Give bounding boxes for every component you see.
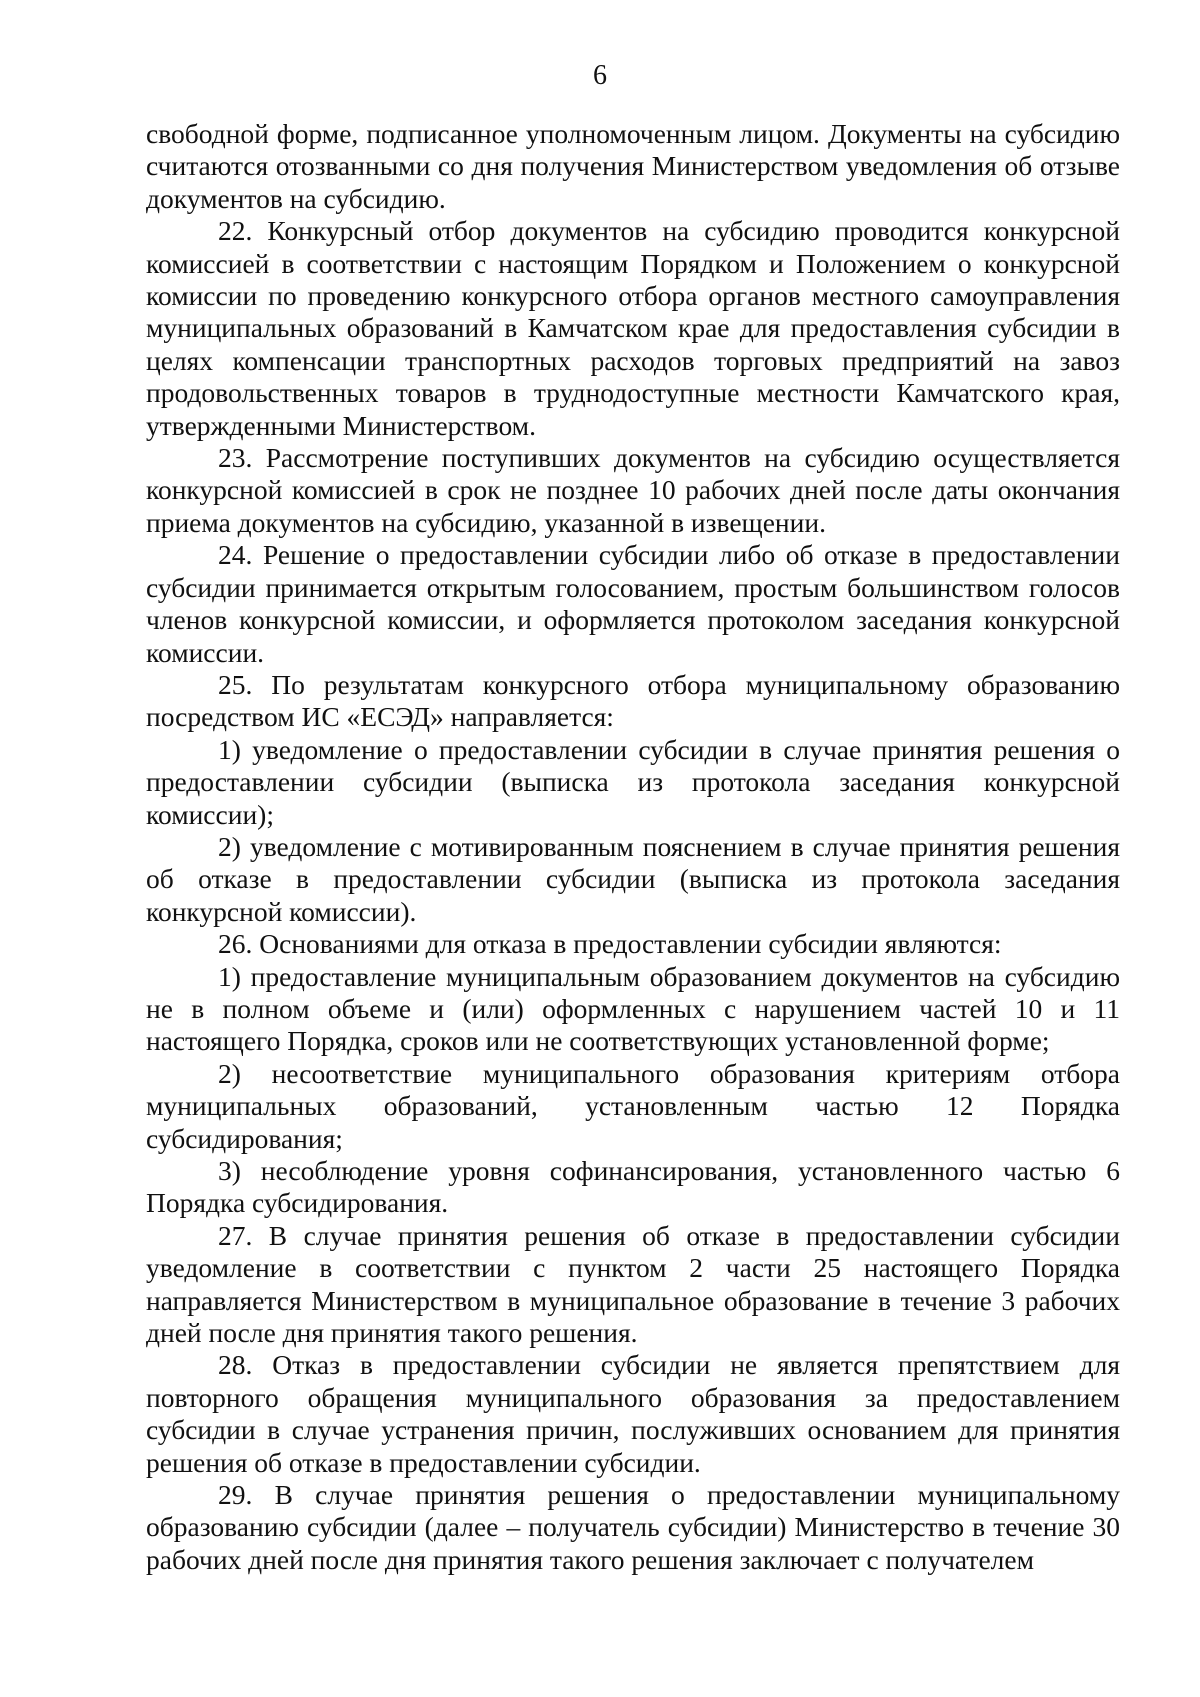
document-body [146,118,1120,1576]
paragraph-26: 26. Основаниями для отказа в предоставлении субсидии являются: [218,928,1002,960]
paragraph-25: 25. По результатам конкурсного отбора муниципальному образованию посредством ИС «ЕСЭД» направляется: [146,668,1120,733]
paragraph-26-item-3: 3) несоблюдение уровня софинансирования, установленного частью 6 Порядка субсидирования. [146,1155,1120,1219]
paragraph-25-item-1: 1) уведомление о предоставлении субсидии в случае принятия решения о предоставлении субсидии (выписка из протокола заседания конкурсной комиссии); [146,733,1120,830]
paragraph-22: 22. Конкурсный отбор документов на субсидию проводится конкурсной комиссией в соответствии с настоящим Порядком и Положением о конкурсной комиссии по проведению конкурсного отбора органов местного самоуправления муниципальных образований в Камчатском крае для предоставления субсидии в целях компенсации транспортных расходов торговых предприятий на завоз продовольственных товаров в труднодоступные местности Камчатского края, утвержденными Министерством. [146,215,1120,441]
paragraph-26-item-2: 2) несоответствие муниципального образования критериям отбора муниципальных образований, установленным частью 12 Порядка субсидирования; [146,1057,1120,1154]
paragraph-25-item-2: 2) уведомление с мотивированным пояснением в случае принятия решения об отказе в предоставлении субсидии (выписка из протокола заседания конкурсной комиссии). [146,830,1120,927]
paragraph-29: 29. В случае принятия решения о предоставлении муниципальному образованию субсидии (далее – получатель субсидии) Министерство в течение 30 рабочих дней после дня принятия такого решения заключает с получателем [146,1479,1120,1575]
paragraph-28: 28. Отказ в предоставлении субсидии не является препятствием для повторного обращения муниципального образования за предоставлением субсидии в случае устранения причин, послуживших основанием для принятия решения об отказе в предоставлении субсидии. [146,1349,1120,1478]
paragraph-26-item-1: 1) предоставление муниципальным образованием документов на субсидию не в полном объеме и (или) оформленных с нарушением частей 10 и 11 настоящего Порядка, сроков или не соответствующих установленной форме; [146,960,1120,1057]
paragraph-continuation: свободной форме, подписанное уполномоченным лицом. Документы на субсидию считаются отозванными со дня получения Министерством уведомления об отзыве документов на субсидию. [146,118,1120,214]
page-number: 6 [593,60,607,91]
paragraph-23: 23. Рассмотрение поступивших документов на субсидию осуществляется конкурсной комиссией в срок не позднее 10 рабочих дней после даты окончания приема документов на субсидию, указанной в извещении. [146,442,1120,538]
paragraph-24: 24. Решение о предоставлении субсидии либо об отказе в предоставлении субсидии принимается открытым голосованием, простым большинством голосов членов конкурсной комиссии, и оформляется протоколом заседания конкурсной комиссии. [146,539,1120,668]
paragraph-27: 27. В случае принятия решения об отказе в предоставлении субсидии уведомление в соответствии с пунктом 2 части 25 настоящего Порядка направляется Министерством в муниципальное образование в течение 3 рабочих дней после дня принятия такого решения. [146,1219,1120,1349]
